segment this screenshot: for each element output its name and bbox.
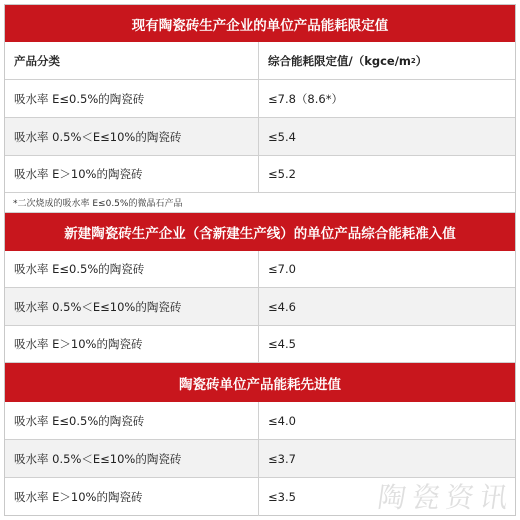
header-energy-limit-suffix: ）	[415, 53, 428, 68]
header-unit-exponent: 2	[410, 56, 416, 65]
product-cell: 吸水率 0.5%＜E≤10%的陶瓷砖	[5, 118, 259, 155]
table-row	[5, 80, 515, 118]
table-row	[5, 326, 515, 363]
product-cell: 吸水率 E≤0.5%的陶瓷砖	[5, 80, 259, 117]
value-cell: ≤3.7	[268, 451, 296, 466]
product-cell: 吸水率 E＞10%的陶瓷砖	[5, 478, 259, 516]
table-row	[5, 288, 515, 326]
value-cell: ≤5.2	[268, 167, 296, 181]
value-cell: ≤5.4	[268, 129, 296, 144]
table-row	[5, 440, 515, 478]
product-cell: 吸水率 E＞10%的陶瓷砖	[5, 326, 259, 362]
table-row	[5, 156, 515, 193]
value-cell: ≤3.5	[268, 490, 296, 504]
section3-title: 陶瓷砖单位产品能耗先进值	[5, 363, 515, 402]
header-product-category: 产品分类	[5, 42, 259, 79]
section2-title: 新建陶瓷砖生产企业（含新建生产线）的单位产品综合能耗准入值	[5, 213, 515, 251]
value-cell: ≤7.8（8.6*）	[268, 91, 343, 106]
table-row	[5, 251, 515, 288]
value-cell: ≤4.0	[268, 413, 296, 428]
table-row	[5, 118, 515, 156]
header-energy-limit-prefix: 综合能耗限定值/（kgce/m	[268, 53, 411, 68]
section1-title: 现有陶瓷砖生产企业的单位产品能耗限定值	[5, 5, 515, 42]
product-cell: 吸水率 0.5%＜E≤10%的陶瓷砖	[5, 288, 259, 325]
product-cell: 吸水率 E＞10%的陶瓷砖	[5, 156, 259, 192]
product-cell: 吸水率 E≤0.5%的陶瓷砖	[5, 402, 259, 439]
table-row	[5, 402, 515, 440]
product-cell: 吸水率 0.5%＜E≤10%的陶瓷砖	[5, 440, 259, 477]
footnote: *二次烧成的吸水率 E≤0.5%的微晶石产品	[5, 193, 515, 213]
value-cell: ≤4.5	[268, 337, 296, 351]
product-cell: 吸水率 E≤0.5%的陶瓷砖	[5, 251, 259, 287]
table-header-row	[5, 42, 515, 80]
value-cell: ≤7.0	[268, 262, 296, 276]
value-cell: ≤4.6	[268, 299, 296, 314]
header-energy-limit	[259, 42, 515, 79]
watermark: 陶瓷资讯	[375, 481, 517, 514]
